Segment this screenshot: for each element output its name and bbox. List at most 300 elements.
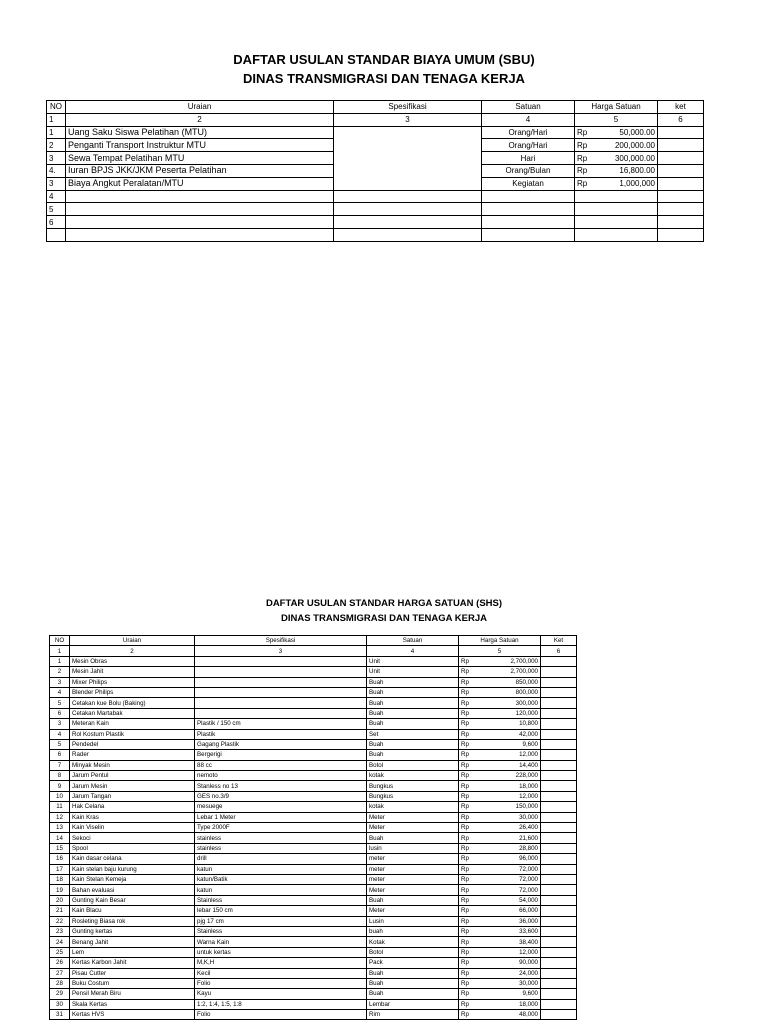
sbu-cell-rp: [575, 190, 602, 203]
shs-cell-uraian: Hak Celana: [70, 802, 195, 812]
shs-cell-spesifikasi: Folio: [195, 1010, 367, 1020]
shs-cell-spesifikasi: [195, 698, 367, 708]
shs-table-row: [50, 926, 577, 936]
shs-cell-rp: Rp: [459, 812, 479, 822]
sbu-cell-rp: Rp: [575, 139, 602, 152]
shs-cell-uraian: Rosleting Biasa rok: [70, 916, 195, 926]
shs-cell-ket: [541, 978, 577, 988]
shs-cell-no: 31: [50, 1010, 70, 1020]
sbu-cell-harga: 300,000.00: [602, 152, 658, 165]
shs-cell-harga: 12,000: [479, 947, 541, 957]
shs-cell-satuan: Meter: [367, 906, 459, 916]
shs-cell-ket: [541, 729, 577, 739]
sbu-subtitle: DINAS TRANSMIGRASI DAN TENAGA KERJA: [243, 71, 525, 86]
shs-cell-rp: Rp: [459, 698, 479, 708]
shs-cell-satuan: Buah: [367, 833, 459, 843]
shs-cell-spesifikasi: pjg 17 cm: [195, 916, 367, 926]
sbu-cell-harga: 50,000.00: [602, 126, 658, 139]
shs-cell-uraian: Mesin Obras: [70, 656, 195, 666]
shs-colnum-row: [50, 646, 577, 656]
shs-cell-harga: 26,400: [479, 823, 541, 833]
shs-header-satuan: Satuan: [367, 636, 459, 646]
shs-table-row: [50, 833, 577, 843]
shs-cell-uraian: Jarum Mesin: [70, 781, 195, 791]
sbu-cell-ket: [658, 126, 704, 139]
sbu-cell-uraian: Sewa Tempat Pelatihan MTU: [66, 152, 334, 165]
shs-cell-no: 3: [50, 677, 70, 687]
sbu-cell-uraian: Uang Saku Siswa Pelatihan (MTU): [66, 126, 334, 139]
shs-cell-ket: [541, 1010, 577, 1020]
shs-cell-no: 9: [50, 781, 70, 791]
shs-cell-spesifikasi: [195, 708, 367, 718]
sbu-cell-satuan: Orang/Hari: [482, 126, 575, 139]
shs-table-row: [50, 937, 577, 947]
sbu-colnum: 2: [66, 113, 334, 126]
sbu-table: [46, 100, 704, 242]
sbu-cell-spesifikasi: [334, 228, 482, 241]
shs-cell-ket: [541, 781, 577, 791]
shs-cell-satuan: Botol: [367, 947, 459, 957]
sbu-header-row: [47, 101, 704, 114]
sbu-header-spesifikasi: Spesifikasi: [334, 101, 482, 114]
shs-cell-satuan: Set: [367, 729, 459, 739]
shs-table-row: [50, 999, 577, 1009]
shs-cell-harga: 120,000: [479, 708, 541, 718]
sbu-cell-spesifikasi: [334, 177, 482, 190]
shs-table-row: [50, 1010, 577, 1020]
sbu-cell-spesifikasi: [334, 164, 482, 177]
sbu-cell-harga: [602, 228, 658, 241]
sbu-cell-harga: 1,000,000: [602, 177, 658, 190]
shs-cell-satuan: Bungkus: [367, 791, 459, 801]
shs-cell-uraian: Kain dasar celana: [70, 854, 195, 864]
shs-cell-no: 3: [50, 719, 70, 729]
sbu-cell-no: 5: [47, 203, 66, 216]
shs-cell-ket: [541, 874, 577, 884]
sbu-cell-rp: [575, 228, 602, 241]
shs-cell-spesifikasi: Bergerigi: [195, 750, 367, 760]
sbu-cell-harga: [602, 190, 658, 203]
shs-cell-rp: Rp: [459, 833, 479, 843]
sbu-cell-spesifikasi: [334, 203, 482, 216]
sbu-cell-uraian: [66, 228, 334, 241]
shs-cell-uraian: Sekoci: [70, 833, 195, 843]
shs-cell-harga: 850,000: [479, 677, 541, 687]
shs-cell-satuan: Buah: [367, 698, 459, 708]
shs-cell-satuan: Buah: [367, 989, 459, 999]
shs-cell-spesifikasi: [195, 656, 367, 666]
shs-cell-no: 8: [50, 771, 70, 781]
shs-cell-harga: 300,000: [479, 698, 541, 708]
sbu-header-no: NO: [47, 101, 66, 114]
shs-cell-ket: [541, 771, 577, 781]
shs-cell-no: 26: [50, 958, 70, 968]
shs-cell-ket: [541, 968, 577, 978]
shs-cell-harga: 800,000: [479, 687, 541, 697]
shs-cell-ket: [541, 677, 577, 687]
shs-table-row: [50, 968, 577, 978]
shs-cell-uraian: Gunting kertas: [70, 926, 195, 936]
shs-cell-uraian: Mesin Jahit: [70, 667, 195, 677]
shs-colnum: 4: [367, 646, 459, 656]
sbu-table-row: [47, 126, 704, 139]
shs-cell-harga: 2,700,000: [479, 656, 541, 666]
shs-cell-uraian: Blender Philips: [70, 687, 195, 697]
shs-cell-harga: 33,600: [479, 926, 541, 936]
shs-cell-satuan: Lusin: [367, 916, 459, 926]
shs-cell-harga: 228,000: [479, 771, 541, 781]
shs-cell-ket: [541, 708, 577, 718]
sbu-colnum: 6: [658, 113, 704, 126]
shs-cell-uraian: Pendedel: [70, 739, 195, 749]
sbu-cell-satuan: [482, 228, 575, 241]
shs-cell-spesifikasi: M,K,H: [195, 958, 367, 968]
shs-cell-spesifikasi: Stainless: [195, 926, 367, 936]
shs-cell-ket: [541, 843, 577, 853]
shs-cell-ket: [541, 719, 577, 729]
sbu-table-row: [47, 177, 704, 190]
sbu-cell-uraian: Penganti Transport Instruktur MTU: [66, 139, 334, 152]
shs-cell-rp: Rp: [459, 739, 479, 749]
sbu-cell-rp: Rp: [575, 152, 602, 165]
shs-cell-rp: Rp: [459, 916, 479, 926]
shs-subtitle: DINAS TRANSMIGRASI DAN TENAGA KERJA: [280, 613, 488, 624]
shs-cell-spesifikasi: lebar 150 cm: [195, 906, 367, 916]
shs-cell-satuan: Buah: [367, 719, 459, 729]
sbu-colnum: 5: [575, 113, 658, 126]
shs-cell-ket: [541, 687, 577, 697]
sbu-cell-uraian: [66, 203, 334, 216]
shs-cell-spesifikasi: 1:2, 1:4, 1:5, 1:8: [195, 999, 367, 1009]
shs-cell-rp: Rp: [459, 937, 479, 947]
shs-cell-harga: 24,000: [479, 968, 541, 978]
shs-table-row: [50, 885, 577, 895]
shs-cell-spesifikasi: untuk kertas: [195, 947, 367, 957]
shs-cell-uraian: Jarum Pentul: [70, 771, 195, 781]
shs-cell-satuan: Pack: [367, 958, 459, 968]
sbu-cell-ket: [658, 228, 704, 241]
sbu-cell-harga: [602, 216, 658, 229]
shs-cell-rp: Rp: [459, 687, 479, 697]
shs-cell-rp: Rp: [459, 926, 479, 936]
shs-table-row: [50, 978, 577, 988]
shs-cell-no: 19: [50, 885, 70, 895]
shs-cell-rp: Rp: [459, 854, 479, 864]
sbu-cell-ket: [658, 190, 704, 203]
sbu-cell-spesifikasi: [334, 126, 482, 139]
shs-cell-satuan: Buah: [367, 677, 459, 687]
shs-table-row: [50, 760, 577, 770]
shs-cell-satuan: Meter: [367, 812, 459, 822]
shs-cell-uraian: Rader: [70, 750, 195, 760]
shs-cell-uraian: Gunting Kain Besar: [70, 895, 195, 905]
sbu-cell-ket: [658, 164, 704, 177]
shs-cell-harga: 18,000: [479, 781, 541, 791]
shs-cell-satuan: meter: [367, 864, 459, 874]
shs-cell-uraian: Minyak Mesin: [70, 760, 195, 770]
shs-cell-satuan: Buah: [367, 968, 459, 978]
shs-cell-spesifikasi: Gagang Plastik: [195, 739, 367, 749]
shs-colnum: 2: [70, 646, 195, 656]
shs-cell-rp: Rp: [459, 895, 479, 905]
shs-cell-harga: 72,000: [479, 885, 541, 895]
shs-cell-satuan: kotak: [367, 771, 459, 781]
shs-cell-uraian: Benang Jahit: [70, 937, 195, 947]
sbu-colnum: 4: [482, 113, 575, 126]
shs-cell-no: 7: [50, 760, 70, 770]
shs-cell-harga: 72,000: [479, 874, 541, 884]
shs-cell-uraian: Kertas Karbon Jahit: [70, 958, 195, 968]
shs-cell-uraian: Kain stelan baju kurung: [70, 864, 195, 874]
shs-cell-no: 6: [50, 708, 70, 718]
shs-cell-harga: 66,000: [479, 906, 541, 916]
shs-cell-spesifikasi: [195, 687, 367, 697]
shs-cell-rp: Rp: [459, 750, 479, 760]
shs-cell-satuan: Bungkus: [367, 781, 459, 791]
shs-cell-ket: [541, 926, 577, 936]
shs-cell-uraian: Spool: [70, 843, 195, 853]
sbu-cell-uraian: Biaya Angkut Peralatan/MTU: [66, 177, 334, 190]
shs-table-row: [50, 843, 577, 853]
sbu-title: DAFTAR USULAN STANDAR BIAYA UMUM (SBU): [233, 52, 535, 67]
shs-cell-harga: 9,600: [479, 989, 541, 999]
shs-cell-rp: Rp: [459, 719, 479, 729]
shs-cell-satuan: Rim: [367, 1010, 459, 1020]
shs-cell-rp: Rp: [459, 656, 479, 666]
shs-cell-uraian: Mixer Philips: [70, 677, 195, 687]
shs-cell-no: 1: [50, 656, 70, 666]
shs-cell-spesifikasi: Folio: [195, 978, 367, 988]
shs-cell-no: 23: [50, 926, 70, 936]
shs-cell-rp: Rp: [459, 843, 479, 853]
shs-cell-uraian: Skala Kertas: [70, 999, 195, 1009]
shs-cell-rp: Rp: [459, 823, 479, 833]
shs-cell-satuan: lusin: [367, 843, 459, 853]
shs-cell-harga: 96,000: [479, 854, 541, 864]
shs-cell-ket: [541, 958, 577, 968]
sbu-cell-satuan: [482, 190, 575, 203]
shs-cell-no: 10: [50, 791, 70, 801]
shs-cell-no: 24: [50, 937, 70, 947]
sbu-cell-harga: [602, 203, 658, 216]
sbu-table-row: [47, 216, 704, 229]
sbu-cell-no: 3: [47, 177, 66, 190]
shs-cell-spesifikasi: stainless: [195, 833, 367, 843]
shs-cell-satuan: Buah: [367, 687, 459, 697]
shs-cell-ket: [541, 656, 577, 666]
shs-header-uraian: Uraian: [70, 636, 195, 646]
shs-cell-harga: 36,000: [479, 916, 541, 926]
shs-cell-rp: Rp: [459, 708, 479, 718]
sbu-cell-no: 4.: [47, 164, 66, 177]
shs-cell-uraian: Kertas HVS: [70, 1010, 195, 1020]
shs-body: [50, 656, 577, 1020]
shs-cell-harga: 9,600: [479, 739, 541, 749]
sbu-header-uraian: Uraian: [66, 101, 334, 114]
shs-cell-rp: Rp: [459, 760, 479, 770]
shs-cell-spesifikasi: katun: [195, 864, 367, 874]
sbu-cell-rp: Rp: [575, 177, 602, 190]
sbu-cell-satuan: Orang/Hari: [482, 139, 575, 152]
shs-cell-spesifikasi: Stanless no 13: [195, 781, 367, 791]
sbu-cell-harga: 200,000.00: [602, 139, 658, 152]
shs-cell-satuan: Buah: [367, 750, 459, 760]
sbu-cell-satuan: Orang/Bulan: [482, 164, 575, 177]
shs-table-row: [50, 864, 577, 874]
shs-cell-no: 29: [50, 989, 70, 999]
sbu-header-ket: ket: [658, 101, 704, 114]
shs-cell-no: 30: [50, 999, 70, 1009]
shs-table-row: [50, 916, 577, 926]
shs-cell-rp: Rp: [459, 781, 479, 791]
sbu-cell-harga: 16,800.00: [602, 164, 658, 177]
shs-cell-spesifikasi: mesuege: [195, 802, 367, 812]
shs-cell-uraian: Meteran Kain: [70, 719, 195, 729]
sbu-header-harga: Harga Satuan: [575, 101, 658, 114]
shs-cell-harga: 2,700,000: [479, 667, 541, 677]
sbu-body: [47, 126, 704, 241]
shs-cell-harga: 30,000: [479, 812, 541, 822]
shs-cell-satuan: Buah: [367, 708, 459, 718]
shs-cell-harga: 14,400: [479, 760, 541, 770]
shs-cell-uraian: Bahan evaluasi: [70, 885, 195, 895]
sbu-cell-ket: [658, 216, 704, 229]
shs-cell-uraian: Kain Viselin: [70, 823, 195, 833]
shs-cell-spesifikasi: Plastik / 150 cm: [195, 719, 367, 729]
shs-cell-no: 4: [50, 729, 70, 739]
shs-table-row: [50, 895, 577, 905]
shs-cell-rp: Rp: [459, 989, 479, 999]
shs-cell-spesifikasi: 88 cc: [195, 760, 367, 770]
shs-cell-harga: 12,000: [479, 750, 541, 760]
sbu-cell-ket: [658, 203, 704, 216]
shs-table-row: [50, 719, 577, 729]
sbu-colnum: 3: [334, 113, 482, 126]
shs-cell-ket: [541, 750, 577, 760]
shs-cell-uraian: Cetakan kue Bolu (Baking): [70, 698, 195, 708]
shs-cell-harga: 18,000: [479, 999, 541, 1009]
shs-cell-rp: Rp: [459, 978, 479, 988]
shs-cell-rp: Rp: [459, 947, 479, 957]
shs-cell-harga: 150,000: [479, 802, 541, 812]
sbu-cell-rp: [575, 216, 602, 229]
shs-table-row: [50, 854, 577, 864]
shs-cell-no: 5: [50, 698, 70, 708]
shs-header-row: [50, 636, 577, 646]
shs-cell-satuan: Meter: [367, 885, 459, 895]
shs-cell-no: 25: [50, 947, 70, 957]
sbu-cell-uraian: [66, 216, 334, 229]
sbu-cell-ket: [658, 177, 704, 190]
sbu-cell-rp: Rp: [575, 164, 602, 177]
shs-cell-spesifikasi: stainless: [195, 843, 367, 853]
shs-cell-satuan: Buah: [367, 978, 459, 988]
shs-cell-ket: [541, 833, 577, 843]
shs-cell-ket: [541, 937, 577, 947]
shs-cell-rp: Rp: [459, 958, 479, 968]
sbu-cell-no: 6: [47, 216, 66, 229]
shs-cell-rp: Rp: [459, 667, 479, 677]
sbu-cell-rp: [575, 203, 602, 216]
shs-cell-ket: [541, 895, 577, 905]
shs-cell-spesifikasi: Kecil: [195, 968, 367, 978]
shs-table-row: [50, 989, 577, 999]
shs-cell-spesifikasi: Kayu: [195, 989, 367, 999]
sbu-colnum-row: [47, 113, 704, 126]
shs-cell-rp: Rp: [459, 1010, 479, 1020]
shs-cell-no: 28: [50, 978, 70, 988]
shs-cell-uraian: Kain Blacu: [70, 906, 195, 916]
shs-cell-satuan: Buah: [367, 895, 459, 905]
shs-cell-uraian: Kain Kras: [70, 812, 195, 822]
sbu-cell-satuan: Hari: [482, 152, 575, 165]
shs-cell-harga: 28,800: [479, 843, 541, 853]
shs-cell-rp: Rp: [459, 999, 479, 1009]
shs-cell-ket: [541, 906, 577, 916]
shs-cell-satuan: meter: [367, 854, 459, 864]
sbu-table-row: [47, 190, 704, 203]
shs-cell-satuan: Lembar: [367, 999, 459, 1009]
sbu-table-row: [47, 203, 704, 216]
shs-cell-no: 21: [50, 906, 70, 916]
shs-table-row: [50, 667, 577, 677]
sbu-table-row: [47, 152, 704, 165]
shs-cell-no: 27: [50, 968, 70, 978]
shs-cell-no: 12: [50, 812, 70, 822]
shs-cell-spesifikasi: katun/Batik: [195, 874, 367, 884]
sbu-cell-satuan: Kegiatan: [482, 177, 575, 190]
sbu-cell-satuan: [482, 216, 575, 229]
shs-table-row: [50, 771, 577, 781]
shs-cell-ket: [541, 667, 577, 677]
shs-cell-no: 16: [50, 854, 70, 864]
shs-cell-spesifikasi: GES no.3/9: [195, 791, 367, 801]
shs-cell-satuan: Unit: [367, 656, 459, 666]
shs-cell-spesifikasi: [195, 677, 367, 687]
shs-header-ket: Ket: [541, 636, 577, 646]
sbu-cell-rp: Rp: [575, 126, 602, 139]
shs-cell-harga: 72,000: [479, 864, 541, 874]
sbu-table-row: [47, 139, 704, 152]
shs-cell-ket: [541, 885, 577, 895]
shs-cell-no: 5: [50, 739, 70, 749]
sbu-table-row: [47, 164, 704, 177]
shs-cell-rp: Rp: [459, 864, 479, 874]
shs-cell-rp: Rp: [459, 729, 479, 739]
shs-cell-satuan: buah: [367, 926, 459, 936]
shs-cell-no: 2: [50, 667, 70, 677]
shs-cell-harga: 30,000: [479, 978, 541, 988]
shs-cell-no: 22: [50, 916, 70, 926]
shs-cell-no: 17: [50, 864, 70, 874]
shs-cell-rp: Rp: [459, 677, 479, 687]
shs-cell-uraian: Jarum Tangan: [70, 791, 195, 801]
shs-cell-uraian: Pensil Merah Biru: [70, 989, 195, 999]
shs-table-row: [50, 781, 577, 791]
sbu-cell-ket: [658, 139, 704, 152]
shs-colnum: 5: [459, 646, 541, 656]
shs-cell-harga: 42,000: [479, 729, 541, 739]
shs-colnum: 6: [541, 646, 577, 656]
sbu-cell-spesifikasi: [334, 190, 482, 203]
shs-cell-spesifikasi: Plastik: [195, 729, 367, 739]
shs-title: DAFTAR USULAN STANDAR HARGA SATUAN (SHS): [265, 598, 503, 609]
shs-cell-no: 13: [50, 823, 70, 833]
shs-cell-ket: [541, 760, 577, 770]
shs-cell-ket: [541, 854, 577, 864]
shs-table-row: [50, 958, 577, 968]
shs-cell-satuan: kotak: [367, 802, 459, 812]
